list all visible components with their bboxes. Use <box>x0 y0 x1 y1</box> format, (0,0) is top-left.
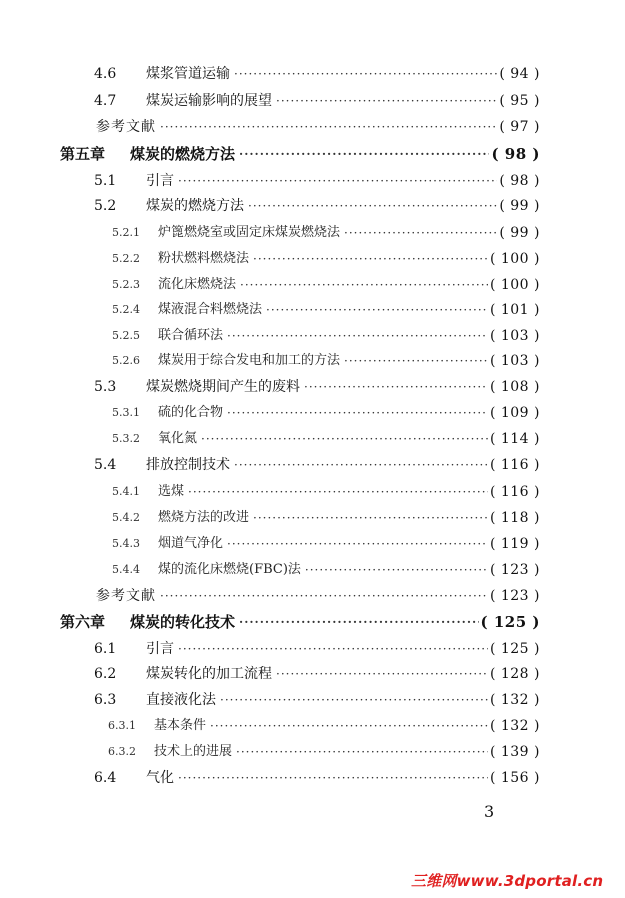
entry-number: 5.1 <box>94 173 117 189</box>
toc-subentry <box>112 249 540 269</box>
dot-leader <box>178 768 488 788</box>
entry-page: ( 119 ) <box>489 536 540 552</box>
entry-page: ( 116 ) <box>489 484 540 500</box>
toc-entry <box>96 117 540 137</box>
dot-leader <box>276 91 497 111</box>
toc-subentry <box>112 223 540 243</box>
entry-page: ( 114 ) <box>489 431 540 447</box>
entry-title: 硫的化合物 <box>158 405 224 420</box>
watermark-text: 三维网www.3dportal.cn <box>411 872 604 890</box>
chapter-title: 煤炭的转化技术 <box>130 613 236 631</box>
entry-title: 煤炭的燃烧方法 <box>146 198 244 214</box>
entry-number: 5.4.3 <box>112 537 140 550</box>
toc-subentry <box>112 429 540 449</box>
dot-leader <box>304 377 488 397</box>
chapter-number: 第五章 <box>60 145 106 163</box>
toc-subentry <box>112 275 540 295</box>
toc-subentry <box>108 742 540 762</box>
dot-leader <box>236 742 488 762</box>
dot-leader <box>240 275 488 295</box>
toc-subentry <box>112 508 540 528</box>
dot-leader <box>227 326 488 346</box>
entry-title: 煤浆管道运输 <box>146 66 230 82</box>
entry-number: 5.3 <box>94 379 117 395</box>
toc-entry <box>94 664 540 684</box>
entry-number: 6.3.1 <box>108 719 136 732</box>
entry-title: 粉状燃料燃烧法 <box>158 251 250 266</box>
entry-title: 联合循环法 <box>158 328 224 343</box>
entry-title: 排放控制技术 <box>146 457 230 473</box>
entry-title: 参考文献 <box>96 119 156 135</box>
dot-leader <box>344 351 488 371</box>
entry-number: 4.6 <box>94 66 117 82</box>
dot-leader <box>227 403 488 423</box>
entry-page: ( 132 ) <box>489 692 540 708</box>
entry-title: 技术上的进展 <box>154 744 233 759</box>
entry-title: 氧化氮 <box>158 431 198 446</box>
toc-subentry <box>112 534 540 554</box>
entry-number: 6.3.2 <box>108 745 136 758</box>
entry-number: 5.3.2 <box>112 432 140 445</box>
dot-leader <box>266 300 488 320</box>
dot-leader <box>276 664 488 684</box>
dot-leader <box>188 482 488 502</box>
toc-entry <box>94 455 540 475</box>
entry-page: ( 100 ) <box>489 277 540 293</box>
toc-subentry <box>108 716 540 736</box>
entry-title: 直接液化法 <box>146 692 216 708</box>
entry-page: ( 95 ) <box>499 93 540 109</box>
entry-page: ( 99 ) <box>499 225 540 241</box>
toc-subentry <box>112 560 540 580</box>
entry-number: 5.2 <box>94 198 117 214</box>
entry-number: 5.2.4 <box>112 303 140 316</box>
entry-title: 基本条件 <box>154 718 207 733</box>
entry-page: ( 97 ) <box>499 119 540 135</box>
dot-leader <box>160 117 497 137</box>
entry-page: ( 98 ) <box>499 173 540 189</box>
toc-entry <box>94 690 540 710</box>
entry-page: ( 100 ) <box>489 251 540 267</box>
entry-number: 5.4 <box>94 457 117 473</box>
entry-page: ( 103 ) <box>489 353 540 369</box>
dot-leader <box>201 429 488 449</box>
dot-leader <box>344 223 497 243</box>
entry-page: ( 116 ) <box>489 457 540 473</box>
dot-leader <box>239 144 489 164</box>
toc-entry <box>94 64 540 84</box>
dot-leader <box>253 508 488 528</box>
entry-page: ( 156 ) <box>489 770 540 786</box>
entry-title: 煤的流化床燃烧(FBC)法 <box>158 562 301 577</box>
entry-title: 引言 <box>146 173 174 189</box>
dot-leader <box>253 249 488 269</box>
entry-page: ( 109 ) <box>489 405 540 421</box>
entry-number: 6.4 <box>94 770 117 786</box>
toc-entry <box>94 768 540 788</box>
page-number: 3 <box>484 802 495 821</box>
entry-page: ( 98 ) <box>491 145 540 163</box>
entry-title: 引言 <box>146 641 174 657</box>
entry-page: ( 108 ) <box>489 379 540 395</box>
toc-subentry <box>112 403 540 423</box>
dot-leader <box>248 196 497 216</box>
toc-entry <box>94 171 540 191</box>
entry-number: 6.3 <box>94 692 117 708</box>
entry-number: 5.2.2 <box>112 252 140 265</box>
entry-number: 5.4.2 <box>112 511 140 524</box>
entry-title: 参考文献 <box>96 588 156 604</box>
toc-subentry <box>112 300 540 320</box>
entry-page: ( 132 ) <box>489 718 540 734</box>
entry-number: 5.4.1 <box>112 485 140 498</box>
entry-title: 煤液混合料燃烧法 <box>158 302 263 317</box>
entry-number: 5.2.6 <box>112 354 140 367</box>
chapter-number: 第六章 <box>60 613 106 631</box>
entry-number: 6.1 <box>94 641 117 657</box>
entry-title: 煤炭转化的加工流程 <box>146 666 272 682</box>
entry-number: 5.3.1 <box>112 406 140 419</box>
entry-title: 气化 <box>146 770 174 786</box>
entry-number: 5.2.3 <box>112 278 140 291</box>
entry-title: 燃烧方法的改进 <box>158 510 250 525</box>
dot-leader <box>178 171 497 191</box>
dot-leader <box>234 455 488 475</box>
dot-leader <box>210 716 488 736</box>
entry-page: ( 99 ) <box>499 198 540 214</box>
dot-leader <box>305 560 488 580</box>
dot-leader <box>239 612 479 632</box>
entry-number: 6.2 <box>94 666 117 682</box>
entry-title: 流化床燃烧法 <box>158 277 237 292</box>
toc-chapter <box>60 144 540 164</box>
entry-page: ( 139 ) <box>489 744 540 760</box>
entry-page: ( 128 ) <box>489 666 540 682</box>
toc-subentry <box>112 482 540 502</box>
toc-entry <box>94 639 540 659</box>
entry-page: ( 125 ) <box>489 641 540 657</box>
entry-page: ( 101 ) <box>489 302 540 318</box>
entry-number: 5.2.1 <box>112 226 140 239</box>
entry-title: 煤炭燃烧期间产生的废料 <box>146 379 300 395</box>
dot-leader <box>160 586 488 606</box>
entry-number: 4.7 <box>94 93 117 109</box>
entry-page: ( 123 ) <box>489 588 540 604</box>
entry-title: 煤炭运输影响的展望 <box>146 93 272 109</box>
entry-title: 煤炭用于综合发电和加工的方法 <box>158 353 341 368</box>
dot-leader <box>227 534 488 554</box>
entry-page: ( 118 ) <box>489 510 540 526</box>
toc-entry <box>94 91 540 111</box>
dot-leader <box>220 690 488 710</box>
toc-subentry <box>112 351 540 371</box>
toc-entry <box>96 586 540 606</box>
entry-number: 5.4.4 <box>112 563 140 576</box>
toc-chapter <box>60 612 540 632</box>
entry-title: 炉篦燃烧室或固定床煤炭燃烧法 <box>158 225 341 240</box>
toc-entry <box>94 196 540 216</box>
entry-page: ( 103 ) <box>489 328 540 344</box>
toc-subentry <box>112 326 540 346</box>
entry-number: 5.2.5 <box>112 329 140 342</box>
entry-page: ( 125 ) <box>480 613 540 631</box>
toc-entry <box>94 377 540 397</box>
entry-page: ( 94 ) <box>499 66 540 82</box>
dot-leader <box>178 639 488 659</box>
entry-page: ( 123 ) <box>489 562 540 578</box>
dot-leader <box>234 64 497 84</box>
entry-title: 烟道气净化 <box>158 536 224 551</box>
chapter-title: 煤炭的燃烧方法 <box>130 145 236 163</box>
entry-title: 选煤 <box>158 484 185 499</box>
